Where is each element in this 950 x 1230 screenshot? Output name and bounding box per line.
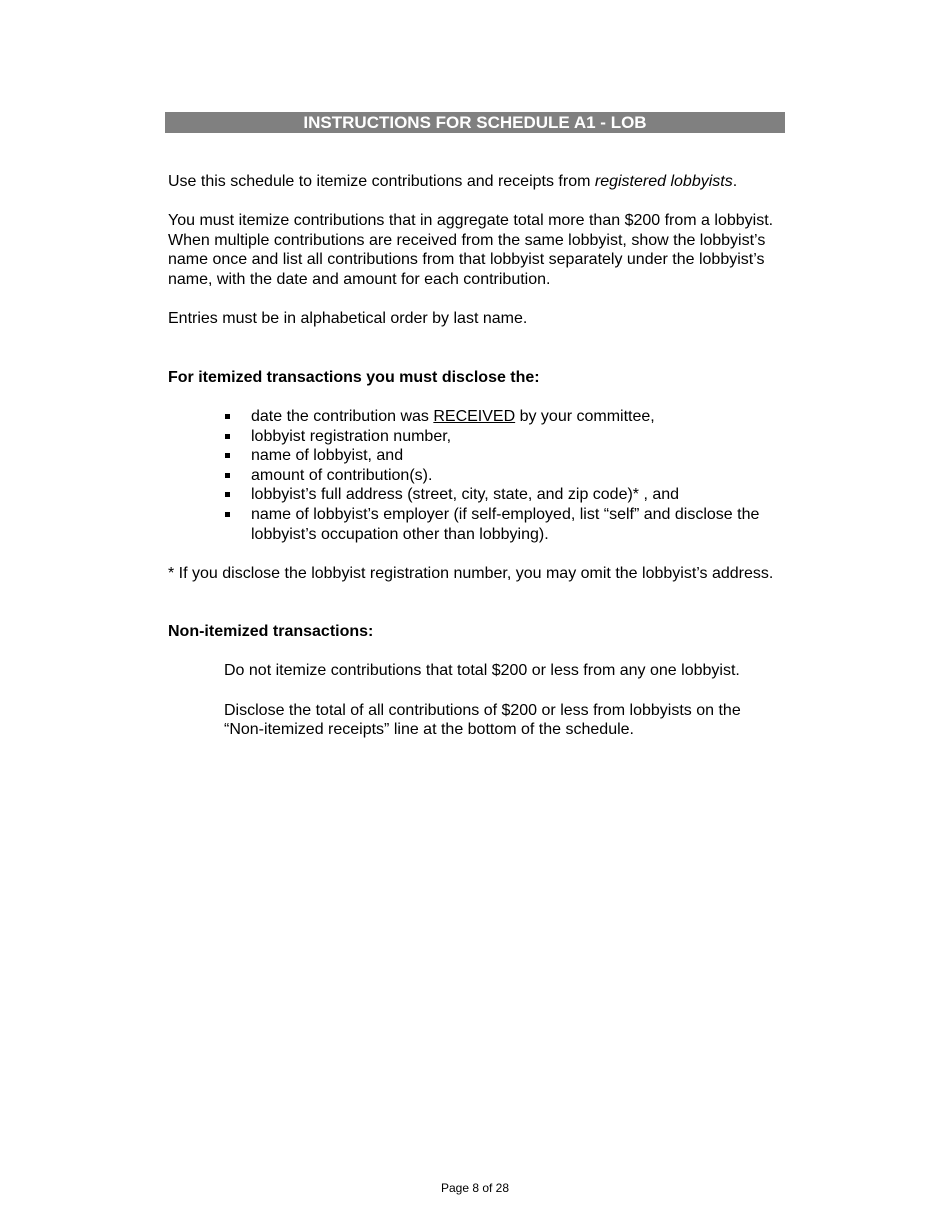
intro-italic-text: registered lobbyists xyxy=(594,173,733,190)
intro-period: . xyxy=(732,173,738,190)
page-title: INSTRUCTIONS FOR SCHEDULE A1 - LOB xyxy=(165,112,785,133)
non-itemized-section xyxy=(168,661,778,739)
non-itemized-paragraph-2: Disclose the total of all contributions of $200 or less from lobbyists on the “Non-itemized receipts” line at the bottom of the schedule. xyxy=(224,701,741,739)
list-item xyxy=(251,407,778,427)
non-itemized-paragraph-1: Do not itemize contributions that total $200 or less from any one lobbyist. xyxy=(224,662,740,680)
bullet-icon xyxy=(225,473,230,478)
bullet-icon xyxy=(225,512,230,517)
alphabetical-order-paragraph: Entries must be in alphabetical order by last name. xyxy=(168,310,528,328)
list-item-text: name of lobbyist, and xyxy=(251,447,404,465)
footnote: * If you disclose the lobbyist registration number, you may omit the lobbyist’s address. xyxy=(168,564,774,582)
itemize-rule-paragraph: You must itemize contributions that in aggregate total more than $200 from a lobbyist. When multiple contributions are received from the same lobbyist, show the lobbyist’s name once and list all contributions from that lobbyist separately under the lobbyist’s name, with the date and amount for each contribution. xyxy=(168,212,774,288)
list-item xyxy=(251,505,778,544)
bullet-icon xyxy=(225,453,230,458)
list-item-text-suffix: by your committee, xyxy=(515,407,655,425)
received-underlined-text: RECEIVED xyxy=(433,407,516,425)
instructions-body xyxy=(168,172,778,740)
list-item-text: lobbyist’s full address (street, city, state, and zip code)* , and xyxy=(251,486,680,504)
list-item xyxy=(251,427,778,447)
list-item-text: name of lobbyist’s employer (if self-employed, list “self” and disclose the lobbyist’s occupation other than lobbying). xyxy=(251,505,760,543)
bullet-icon xyxy=(225,434,230,439)
list-item-text: amount of contribution(s). xyxy=(251,466,433,484)
disclosure-list xyxy=(168,407,778,544)
intro-paragraph xyxy=(168,172,778,192)
list-item xyxy=(251,485,778,505)
intro-text: Use this schedule to itemize contributions and receipts from xyxy=(168,173,595,190)
non-itemized-heading: Non-itemized transactions: xyxy=(168,623,374,641)
list-item xyxy=(251,466,778,486)
list-item xyxy=(251,446,778,466)
list-item-text: date the contribution was xyxy=(251,407,434,425)
page-number: Page 8 of 28 xyxy=(440,1181,510,1195)
list-item-text: lobbyist registration number, xyxy=(251,427,452,445)
itemized-heading: For itemized transactions you must disclose the: xyxy=(168,368,540,386)
bullet-icon xyxy=(225,492,230,497)
bullet-icon xyxy=(225,414,230,419)
